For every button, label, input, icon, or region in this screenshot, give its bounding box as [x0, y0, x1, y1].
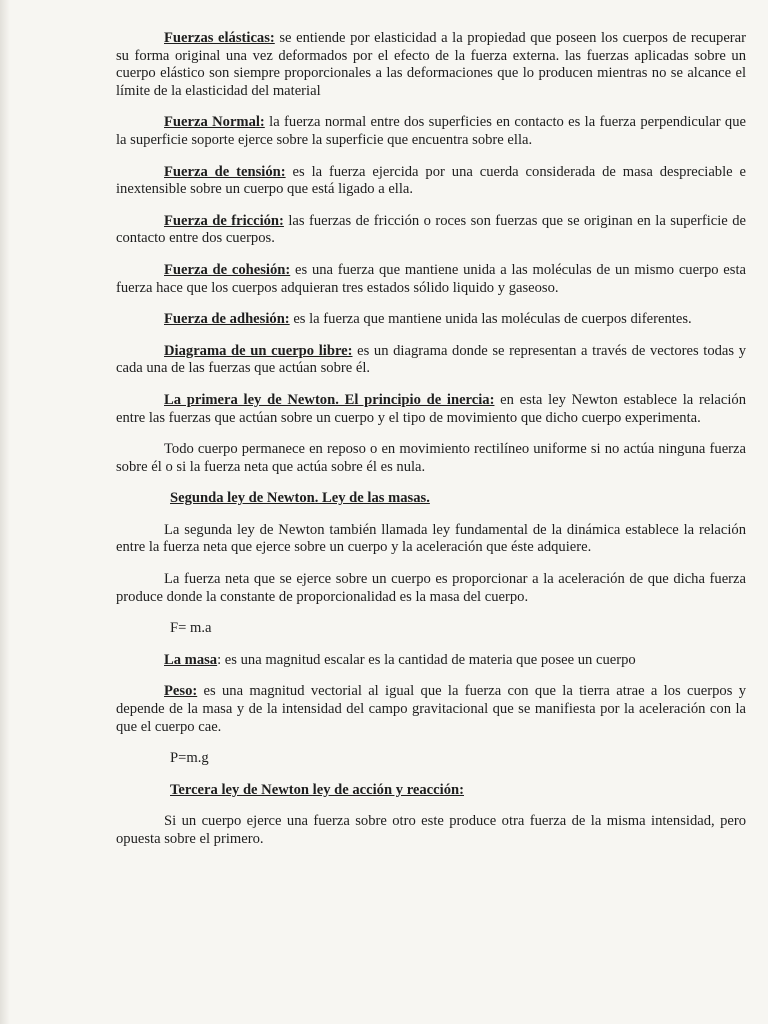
page-edge-shadow — [0, 0, 10, 1024]
elastic-forces-paragraph — [116, 30, 746, 100]
first-law-term: La primera ley de Newton. El principio de inercia: — [164, 391, 495, 408]
second-law-text-2: La fuerza neta que se ejerce sobre un cuerpo es proporcionar a la aceleración de que dicha fuerza produce donde la constante de proporcionalidad es la masa del cuerpo. — [116, 571, 746, 605]
tension-force-text: es la fuerza ejercida por una cuerda considerada de masa despreciable e inextensible sobre un cuerpo que está ligado a ella. — [116, 163, 746, 198]
free-body-diagram-term: Diagrama de un cuerpo libre: — [164, 342, 353, 359]
weight-text: es una magnitud vectorial al igual que la fuerza con que la tierra atrae a los cuerpos y depende de la masa y de la intensidad del campo gravitacional que se manifiesta por la aceleración con la que el cuerpo cae. — [116, 683, 746, 735]
adhesion-force-paragraph — [116, 311, 746, 329]
normal-force-paragraph — [116, 114, 746, 149]
mass-text: : es una magnitud escalar es la cantidad de materia que posee un cuerpo — [217, 651, 636, 668]
friction-force-term: Fuerza de fricción: — [164, 212, 284, 229]
weight-formula: P=m.g — [170, 750, 209, 767]
tension-force-paragraph — [116, 164, 746, 199]
second-law-paragraph-1 — [116, 522, 746, 557]
free-body-diagram-paragraph — [116, 343, 746, 378]
mass-paragraph — [116, 652, 746, 670]
adhesion-force-term: Fuerza de adhesión: — [164, 311, 290, 328]
second-law-formula: F= m.a — [170, 620, 212, 637]
weight-term: Peso: — [164, 683, 198, 700]
first-law-paragraph — [116, 392, 746, 427]
first-law-text: en esta ley Newton establece la relación entre las fuerzas que actúan sobre un cuerpo y el tipo de movimiento que dicho cuerpo experimenta. — [116, 391, 746, 426]
inertia-statement-paragraph — [116, 441, 746, 476]
third-law-heading: Tercera ley de Newton ley de acción y reacción: — [170, 781, 464, 798]
friction-force-paragraph — [116, 213, 746, 248]
free-body-diagram-text: es un diagrama donde se representan a través de vectores todas y cada una de las fuerzas que actúan sobre él. — [116, 342, 746, 377]
normal-force-term: Fuerza Normal: — [164, 114, 265, 131]
third-law-paragraph — [116, 813, 746, 848]
elastic-forces-text: se entiende por elasticidad a la propiedad que poseen los cuerpos de recuperar su forma original una vez deformados por el efecto de la fuerza externa. las fuerzas aplicadas sobre un cuerpo elástico son siempre proporcionales a las deformaciones que lo producen mientras no se alcance el límite de la elasticidad del material — [116, 30, 746, 99]
second-law-text-1: La segunda ley de Newton también llamada ley fundamental de la dinámica establece la relación entre la fuerza neta que ejerce sobre un cuerpo y la aceleración que éste adquiere. — [116, 521, 746, 556]
cohesion-force-term: Fuerza de cohesión: — [164, 261, 291, 278]
inertia-statement-text: Todo cuerpo permanece en reposo o en movimiento rectilíneo uniforme si no actúa ninguna fuerza sobre él o si la fuerza neta que actúa sobre él es nula. — [116, 441, 746, 475]
tension-force-term: Fuerza de tensión: — [164, 163, 286, 180]
mass-term: La masa — [164, 651, 218, 668]
normal-force-text: la fuerza normal entre dos superficies en contacto es la fuerza perpendicular que la superficie soporte ejerce sobre la superficie que encuentra sobre ella. — [116, 114, 746, 148]
third-law-text: Si un cuerpo ejerce una fuerza sobre otro este produce otra fuerza de la misma intensidad, pero opuesta sobre el primero. — [116, 813, 746, 847]
weight-paragraph — [116, 683, 746, 736]
second-law-paragraph-2 — [116, 571, 746, 606]
cohesion-force-paragraph — [116, 262, 746, 297]
friction-force-text: las fuerzas de fricción o roces son fuerzas que se originan en la superficie de contacto entre dos cuerpos. — [116, 212, 747, 247]
adhesion-force-text: es la fuerza que mantiene unida las moléculas de cuerpos diferentes. — [289, 311, 692, 328]
elastic-forces-term: Fuerzas elásticas: — [164, 30, 275, 46]
cohesion-force-text: es una fuerza que mantiene unida a las moléculas de un mismo cuerpo esta fuerza hace que los cuerpos adquieran tres estados sólido liquido y gaseoso. — [116, 261, 746, 296]
second-law-heading: Segunda ley de Newton. Ley de las masas. — [170, 490, 430, 507]
